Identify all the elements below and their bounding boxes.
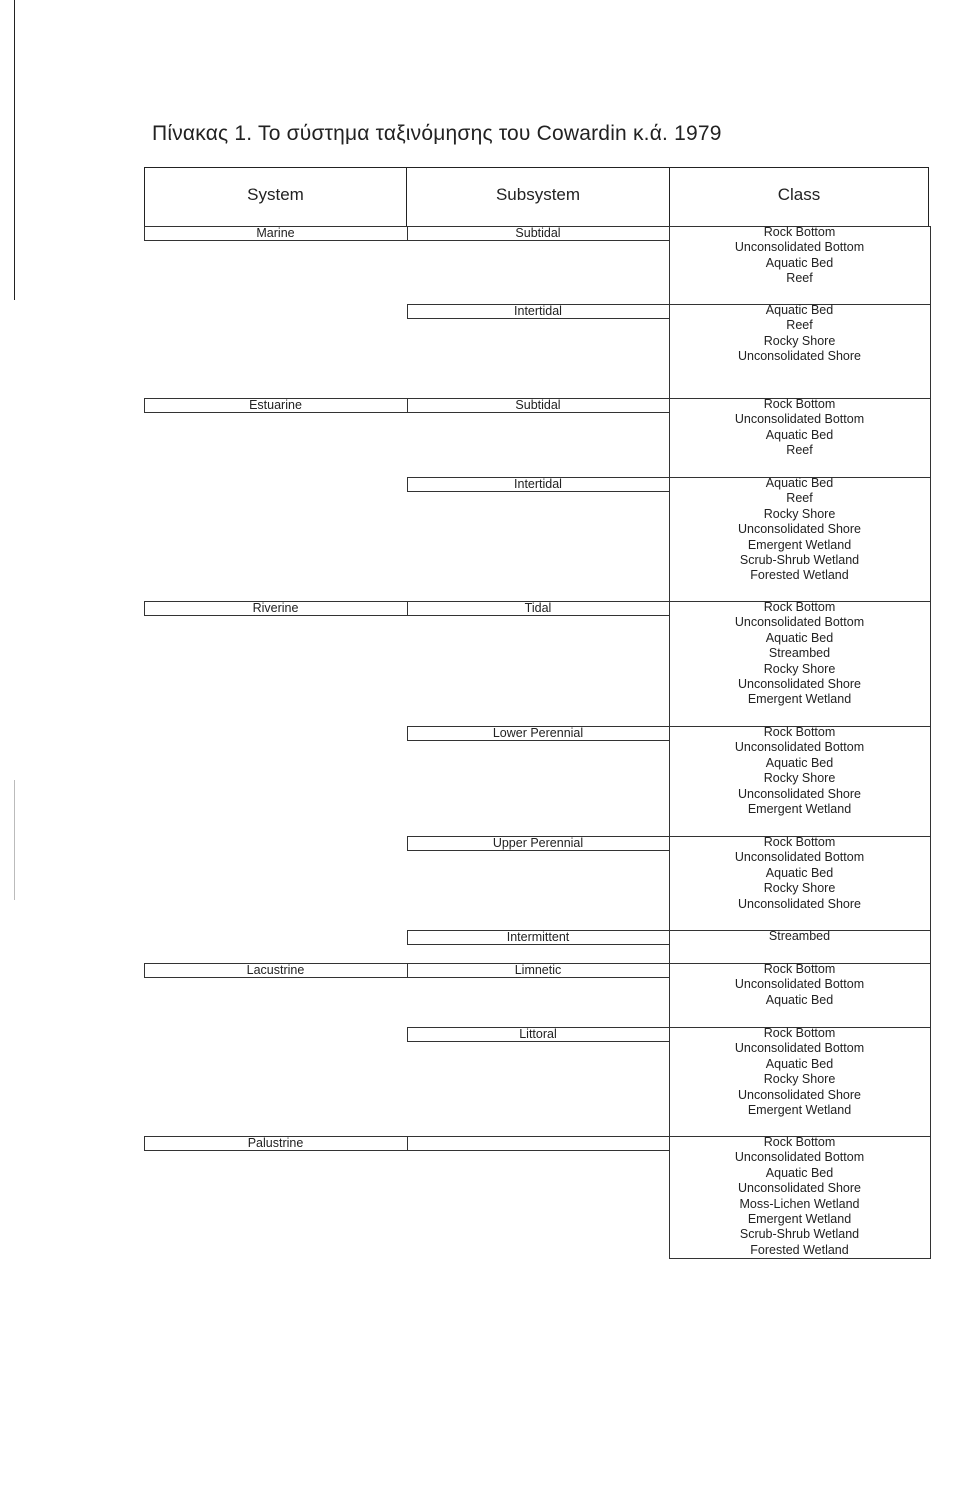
class-list [669,397,930,459]
class-item: Unconsolidated Bottom [734,1150,865,1165]
system-label: Lacustrine [246,963,305,977]
class-item: Rock Bottom [763,962,836,976]
subsystem-label: Subtidal [515,398,561,412]
class-list [669,835,930,912]
class-item: Unconsolidated Shore [738,677,861,692]
class-item: Rock Bottom [763,397,836,411]
scan-edge-line [14,780,15,900]
class-item: Aquatic Bed [765,1165,834,1180]
class-item: Unconsolidated Bottom [734,412,865,427]
class-item: Aquatic Bed [765,303,834,317]
class-item: Unconsolidated Bottom [734,240,865,255]
class-item: Emergent Wetland [747,692,852,707]
class-item: Rocky Shore [763,506,836,521]
class-item: Forested Wetland [750,1242,849,1257]
header-system: System [247,185,304,204]
class-item: Unconsolidated Shore [738,1087,861,1102]
class-list [669,962,930,1008]
class-item: Rocky Shore [763,881,836,896]
system-label: Riverine [252,601,299,615]
subsystem-label: Subtidal [515,226,561,240]
system-box-bottom [144,240,407,241]
system-box-bottom [144,977,407,978]
class-item: Unconsolidated Bottom [734,615,865,630]
system-label: Marine [256,226,295,240]
subsystem-box-bottom [407,240,669,241]
class-item: Aquatic Bed [765,865,834,880]
class-item: Rocky Shore [763,1072,836,1087]
class-item: Forested Wetland [750,568,849,583]
class-item: Unconsolidated Bottom [734,1041,865,1056]
subsystem-box-bottom [407,615,669,616]
subsystem-label: Intertidal [514,477,562,491]
class-item: Streambed [768,929,831,943]
subsystem-box-bottom [407,1150,669,1151]
class-item: Unconsolidated Shore [738,349,861,364]
table-caption: Πίνακας 1. Το σύστημα ταξινόμησης του Cowardin κ.ά. 1979 [152,122,722,145]
class-item: Aquatic Bed [765,476,834,490]
class-item: Unconsolidated Shore [738,786,861,801]
subsystem-box-bottom [407,491,669,492]
subsystem-box-bottom [407,1041,669,1042]
class-item: Unconsolidated Bottom [734,977,865,992]
class-column-right-border [930,226,931,1258]
subsystem-box-top [407,1136,669,1137]
system-box-bottom [144,412,407,413]
class-item: Aquatic Bed [765,992,834,1007]
class-item: Emergent Wetland [747,1212,852,1227]
class-item: Aquatic Bed [765,630,834,645]
class-item: Streambed [768,646,831,661]
class-item: Rocky Shore [763,333,836,348]
class-item: Unconsolidated Bottom [734,850,865,865]
subsystem-box-left [407,1136,408,1151]
class-list [669,225,930,287]
class-list [669,725,930,817]
class-item: Rock Bottom [763,1135,836,1149]
class-item: Aquatic Bed [765,1056,834,1071]
class-list [669,1026,930,1118]
class-item: Rock Bottom [763,835,836,849]
subsystem-label: Lower Perennial [492,726,584,740]
subsystem-label: Upper Perennial [492,836,584,850]
class-item: Emergent Wetland [747,1103,852,1118]
subsystem-box-bottom [407,740,669,741]
class-list [669,1135,930,1258]
class-column-bottom-border [669,1258,931,1259]
class-item: Emergent Wetland [747,537,852,552]
subsystem-label: Intermittent [506,930,570,944]
class-item: Unconsolidated Shore [738,896,861,911]
class-list [669,600,930,708]
system-box-bottom [144,1150,407,1151]
subsystem-label: Limnetic [514,963,562,977]
header-subsystem: Subsystem [495,185,581,204]
subsystem-box-bottom [407,944,669,945]
class-item: Unconsolidated Bottom [734,740,865,755]
scan-edge-line [14,0,15,300]
class-item: Scrub-Shrub Wetland [739,553,860,568]
header-class: Class [777,185,821,204]
class-item: Unconsolidated Shore [738,522,861,537]
subsystem-label: Intertidal [514,304,562,318]
subsystem-label: Tidal [524,601,552,615]
system-label: Estuarine [249,398,302,412]
class-item: Aquatic Bed [765,755,834,770]
subsystem-box-bottom [407,318,669,319]
class-item: Reef [786,271,813,286]
class-item: Unconsolidated Shore [738,1181,861,1196]
subsystem-box-bottom [407,412,669,413]
class-item: Rocky Shore [763,771,836,786]
class-item: Rock Bottom [763,725,836,739]
class-item: Emergent Wetland [747,802,852,817]
class-item: Aquatic Bed [765,255,834,270]
class-item: Scrub-Shrub Wetland [739,1227,860,1242]
class-list [669,303,930,365]
class-list [669,929,930,944]
system-label: Palustrine [247,1136,304,1150]
subsystem-label: Littoral [519,1027,557,1041]
class-item: Rock Bottom [763,225,836,239]
subsystem-box-bottom [407,977,669,978]
subsystem-box-bottom [407,850,669,851]
class-item: Rock Bottom [763,600,836,614]
class-item: Rocky Shore [763,661,836,676]
system-box-bottom [144,615,407,616]
class-list [669,476,930,584]
class-item: Aquatic Bed [765,427,834,442]
class-item: Reef [786,318,813,333]
class-item: Reef [786,491,813,506]
class-item: Moss-Lichen Wetland [739,1196,860,1211]
class-item: Reef [786,443,813,458]
class-item: Rock Bottom [763,1026,836,1040]
